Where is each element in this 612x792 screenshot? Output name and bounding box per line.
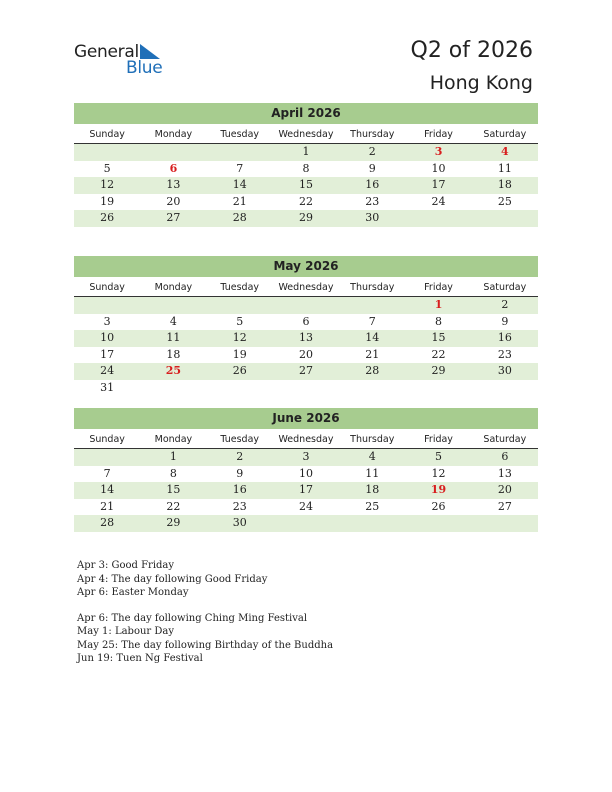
day-cell: 5 bbox=[103, 161, 111, 175]
day-cell: 19 bbox=[232, 347, 247, 361]
day-cell: 6 bbox=[501, 450, 509, 463]
day-cell: 21 bbox=[100, 499, 115, 513]
empty-day-cell bbox=[140, 297, 206, 314]
week-row bbox=[74, 515, 538, 532]
day-cell: 27 bbox=[497, 499, 512, 513]
holiday-note: May 1: Labour Day bbox=[77, 626, 174, 637]
day-cell: 4 bbox=[169, 314, 177, 328]
holiday-day-cell: 3 bbox=[434, 145, 443, 158]
empty-day-cell bbox=[273, 297, 339, 314]
empty-day-cell bbox=[405, 380, 471, 397]
holiday-notes-group-1 bbox=[77, 559, 333, 600]
weekday-label: Wednesday bbox=[278, 282, 334, 293]
day-cell: 26 bbox=[232, 364, 247, 377]
holiday-note: Apr 6: The day following Ching Ming Festival bbox=[77, 612, 308, 624]
day-cell: 9 bbox=[236, 466, 244, 480]
holiday-note: Apr 3: Good Friday bbox=[77, 560, 175, 571]
day-cell: 20 bbox=[497, 483, 512, 496]
day-cell: 25 bbox=[365, 499, 380, 513]
empty-day-cell bbox=[140, 144, 206, 161]
holiday-note: Apr 4: The day following Good Friday bbox=[77, 573, 268, 585]
day-cell: 24 bbox=[298, 499, 313, 513]
empty-day-cell bbox=[472, 380, 538, 397]
weekday-label: Friday bbox=[424, 434, 453, 445]
day-cell: 21 bbox=[365, 347, 380, 361]
day-cell: 30 bbox=[365, 211, 380, 224]
holiday-note: May 25: The day following Birthday of the Buddha bbox=[77, 639, 334, 651]
weekday-label: Friday bbox=[424, 129, 453, 140]
day-cell: 14 bbox=[100, 483, 115, 496]
day-cell: 28 bbox=[100, 516, 115, 529]
week-row bbox=[74, 194, 538, 211]
month-title: June 2026 bbox=[74, 408, 538, 429]
day-cell: 21 bbox=[232, 194, 247, 208]
holiday-day-cell: 19 bbox=[430, 483, 447, 496]
day-cell: 23 bbox=[365, 194, 380, 208]
week-row bbox=[74, 144, 538, 161]
day-cell: 17 bbox=[298, 483, 313, 496]
day-cell: 1 bbox=[302, 145, 310, 158]
empty-day-cell bbox=[140, 380, 206, 397]
day-cell: 6 bbox=[302, 314, 310, 328]
week-row bbox=[74, 210, 538, 227]
day-cell: 25 bbox=[497, 194, 512, 208]
weekday-label: Tuesday bbox=[220, 282, 260, 293]
holiday-day-cell: 4 bbox=[501, 145, 509, 158]
weekday-label: Friday bbox=[424, 282, 453, 293]
holiday-note: Apr 6: Easter Monday bbox=[77, 587, 189, 598]
day-cell: 17 bbox=[431, 178, 446, 191]
weekday-label: Sunday bbox=[89, 129, 125, 140]
day-cell: 14 bbox=[232, 178, 247, 191]
weekday-label: Thursday bbox=[350, 434, 395, 445]
week-row bbox=[74, 499, 538, 516]
day-cell: 12 bbox=[431, 466, 446, 480]
day-cell: 10 bbox=[431, 161, 446, 175]
day-cell: 13 bbox=[166, 178, 181, 191]
month-april bbox=[74, 103, 538, 227]
page-title: Q2 of 2026 bbox=[410, 38, 533, 63]
day-cell: 4 bbox=[368, 450, 376, 463]
weekday-label: Monday bbox=[154, 129, 193, 140]
day-cell: 22 bbox=[166, 499, 181, 513]
day-cell: 10 bbox=[298, 466, 313, 480]
day-cell: 23 bbox=[497, 347, 512, 361]
day-cell: 18 bbox=[497, 178, 512, 191]
day-cell: 7 bbox=[236, 161, 244, 175]
holiday-day-cell: 25 bbox=[165, 364, 182, 377]
day-cell: 16 bbox=[232, 483, 247, 496]
holiday-day-cell: 6 bbox=[169, 161, 178, 175]
day-cell: 20 bbox=[298, 347, 313, 361]
week-row bbox=[74, 314, 538, 331]
day-cell: 16 bbox=[497, 331, 512, 344]
week-row bbox=[74, 363, 538, 380]
day-cell: 3 bbox=[302, 450, 310, 463]
day-cell: 8 bbox=[169, 466, 177, 480]
day-cell: 18 bbox=[166, 347, 181, 361]
empty-day-cell bbox=[472, 515, 538, 532]
day-cell: 29 bbox=[166, 516, 181, 529]
day-cell: 29 bbox=[298, 211, 313, 224]
weekday-label: Monday bbox=[154, 434, 193, 445]
month-title: May 2026 bbox=[74, 256, 538, 277]
week-row bbox=[74, 161, 538, 178]
week-row bbox=[74, 177, 538, 194]
day-cell: 18 bbox=[365, 483, 380, 496]
weekday-label: Sunday bbox=[89, 434, 125, 445]
weekday-label: Monday bbox=[154, 282, 193, 293]
empty-day-cell bbox=[74, 144, 140, 161]
day-cell: 13 bbox=[497, 466, 512, 480]
day-cell: 30 bbox=[497, 364, 512, 377]
day-cell: 15 bbox=[431, 331, 446, 344]
weekday-header-row bbox=[74, 429, 538, 449]
weekday-label: Thursday bbox=[350, 282, 395, 293]
day-cell: 5 bbox=[435, 450, 443, 463]
empty-day-cell bbox=[74, 449, 140, 466]
day-cell: 7 bbox=[368, 314, 376, 328]
day-cell: 10 bbox=[100, 331, 115, 344]
day-cell: 31 bbox=[100, 380, 115, 394]
weekday-label: Tuesday bbox=[220, 129, 260, 140]
day-cell: 8 bbox=[435, 314, 443, 328]
weekday-label: Wednesday bbox=[278, 434, 334, 445]
day-cell: 2 bbox=[501, 298, 509, 311]
day-cell: 15 bbox=[298, 178, 313, 191]
week-row bbox=[74, 380, 538, 397]
holiday-day-cell: 1 bbox=[434, 298, 443, 311]
day-cell: 30 bbox=[232, 516, 247, 529]
day-cell: 9 bbox=[368, 161, 376, 175]
day-cell: 26 bbox=[431, 499, 446, 513]
day-cell: 27 bbox=[166, 211, 181, 224]
month-may bbox=[74, 256, 538, 396]
day-cell: 15 bbox=[166, 483, 181, 496]
generalblue-logo bbox=[74, 42, 184, 82]
day-cell: 11 bbox=[166, 331, 181, 344]
empty-day-cell bbox=[339, 515, 405, 532]
logo-text-blue: Blue bbox=[126, 58, 163, 78]
day-cell: 19 bbox=[100, 194, 115, 208]
day-cell: 23 bbox=[232, 499, 247, 513]
weekday-label: Saturday bbox=[483, 434, 527, 445]
weekday-label: Sunday bbox=[89, 282, 125, 293]
empty-day-cell bbox=[405, 210, 471, 227]
day-cell: 7 bbox=[103, 466, 111, 480]
empty-day-cell bbox=[472, 210, 538, 227]
day-cell: 2 bbox=[368, 145, 376, 158]
weekday-label: Saturday bbox=[483, 282, 527, 293]
day-cell: 12 bbox=[232, 331, 247, 344]
day-cell: 28 bbox=[232, 211, 247, 224]
weekday-label: Wednesday bbox=[278, 129, 334, 140]
week-row bbox=[74, 482, 538, 499]
day-cell: 2 bbox=[236, 450, 244, 463]
day-cell: 16 bbox=[365, 178, 380, 191]
month-june bbox=[74, 408, 538, 532]
empty-day-cell bbox=[273, 515, 339, 532]
day-cell: 28 bbox=[365, 364, 380, 377]
empty-day-cell bbox=[207, 380, 273, 397]
day-cell: 24 bbox=[431, 194, 446, 208]
holiday-notes bbox=[77, 559, 333, 666]
week-row bbox=[74, 466, 538, 483]
empty-day-cell bbox=[207, 297, 273, 314]
day-cell: 29 bbox=[431, 364, 446, 377]
weekday-label: Thursday bbox=[350, 129, 395, 140]
week-row bbox=[74, 330, 538, 347]
day-cell: 8 bbox=[302, 161, 310, 175]
week-row bbox=[74, 347, 538, 364]
day-cell: 11 bbox=[497, 161, 512, 175]
empty-day-cell bbox=[74, 297, 140, 314]
day-cell: 22 bbox=[431, 347, 446, 361]
week-row bbox=[74, 449, 538, 466]
empty-day-cell bbox=[405, 515, 471, 532]
empty-day-cell bbox=[339, 380, 405, 397]
day-cell: 26 bbox=[100, 211, 115, 224]
day-cell: 11 bbox=[365, 466, 380, 480]
weekday-label: Saturday bbox=[483, 129, 527, 140]
empty-day-cell bbox=[339, 297, 405, 314]
day-cell: 3 bbox=[103, 314, 111, 328]
holiday-note: Jun 19: Tuen Ng Festival bbox=[77, 653, 203, 664]
day-cell: 27 bbox=[298, 364, 313, 377]
day-cell: 9 bbox=[501, 314, 509, 328]
weekday-label: Tuesday bbox=[220, 434, 260, 445]
day-cell: 20 bbox=[166, 194, 181, 208]
day-cell: 14 bbox=[365, 331, 380, 344]
holiday-notes-group-2 bbox=[77, 612, 333, 666]
day-cell: 5 bbox=[236, 314, 244, 328]
empty-day-cell bbox=[273, 380, 339, 397]
weekday-header-row bbox=[74, 124, 538, 144]
day-cell: 13 bbox=[298, 331, 313, 344]
month-title: April 2026 bbox=[74, 103, 538, 124]
logo-text-general: General bbox=[74, 42, 139, 62]
day-cell: 22 bbox=[298, 194, 313, 208]
weekday-header-row bbox=[74, 277, 538, 297]
day-cell: 17 bbox=[100, 347, 115, 361]
empty-day-cell bbox=[207, 144, 273, 161]
day-cell: 12 bbox=[100, 178, 115, 191]
region-subtitle: Hong Kong bbox=[429, 72, 533, 94]
week-row bbox=[74, 297, 538, 314]
day-cell: 24 bbox=[100, 364, 115, 377]
day-cell: 1 bbox=[169, 450, 177, 463]
